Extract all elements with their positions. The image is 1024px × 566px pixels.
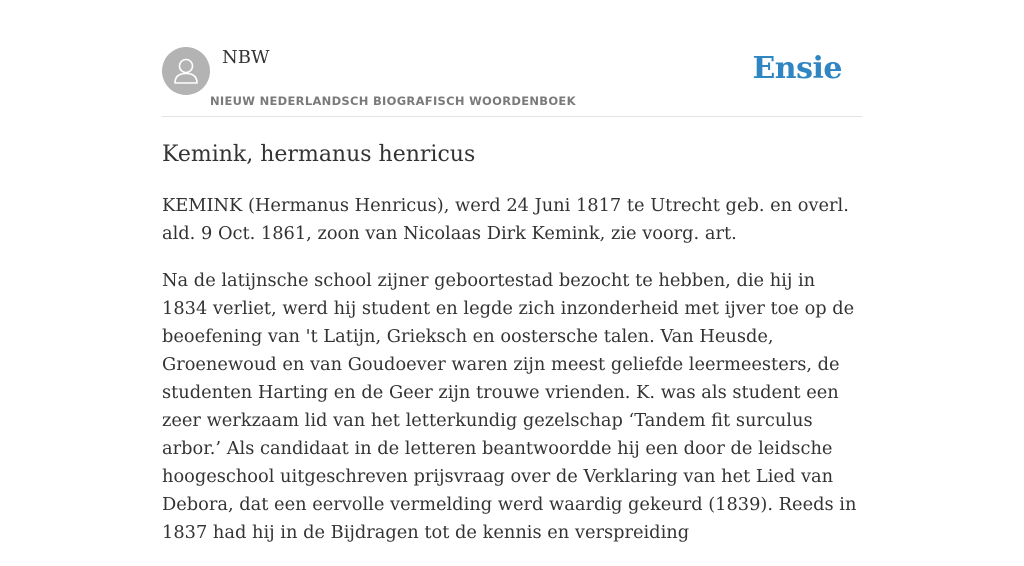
article-paragraph: Na de latijnsche school zijner geboortestad bezocht te hebben, die hij in 1834 verliet, werd hij student en legde zich inzonderheid met ijver toe op de beoefening van 't Latijn, Grieksch en oostersche talen. Van Heusde, Groenewoud en van Goudoever waren zijn meest geliefde leermeesters, de studenten Harting en de Geer zijn trouwe vrienden. K. was als student een zeer werkzaam lid van het letterkundig gezelschap ‘Tandem fit surculus arbor.’ Als candidaat in de letteren beantwoordde hij een door de leidsche hoogeschool uitgeschreven prijsvraag over de Verklaring van het Lied van Debora, dat een eervolle vermelding werd waardig gekeurd (1839). Reeds in 1837 had hij in de Bijdragen tot de kennis en verspreiding [162,270,857,543]
source-full-name: NIEUW NEDERLANDSCH BIOGRAFISCH WOORDENBOEK [210,94,576,108]
article-title: Kemink, hermanus henricus [162,142,476,167]
source-header [162,0,862,117]
article-paragraph: KEMINK (Hermanus Henricus), werd 24 Juni 1817 te Utrecht geb. en overl. ald. 9 Oct. 1861, zoon van Nicolaas Dirk Kemink, zie voorg. art. [162,195,849,244]
user-icon[interactable] [162,47,210,95]
article-body [162,192,862,566]
ensie-logo[interactable]: Ensie [752,51,842,86]
source-name-link[interactable]: NBW [222,47,270,68]
